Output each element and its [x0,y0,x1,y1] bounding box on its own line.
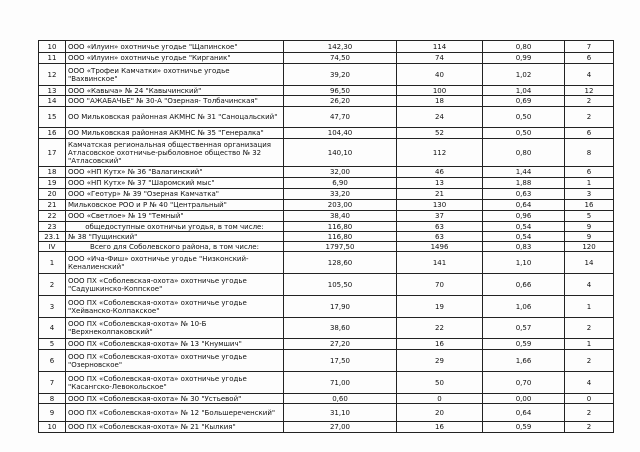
table-row [39,96,614,107]
area-cell: 96,50 [284,86,397,96]
area-cell: 203,00 [284,200,397,211]
quota-cell: 4 [565,372,614,394]
row-number-cell: 15 [39,107,66,128]
table-row [39,86,614,96]
hunting-ground-name-cell: Всего для Соболевского района, в том числе: [66,242,284,252]
row-number-cell: 4 [39,318,66,339]
area-cell: 32,00 [284,167,397,178]
area-cell: 74,50 [284,53,397,64]
row-number-cell: 10 [39,41,66,53]
hunting-ground-name-cell: ООО ПХ «Соболевская-охота» охотничье угодье "Касангско-Левокольское" [66,372,284,394]
hunting-ground-name-cell: Мильковское РОО и Р № 40 "Центральный" [66,200,284,211]
density-cell: 0,70 [483,372,565,394]
quota-cell: 7 [565,41,614,53]
hunting-ground-name-cell: ООО ПХ «Соболевская-охота» № 12 "Большереченский" [66,404,284,422]
density-cell: 0,99 [483,53,565,64]
area-cell: 116,80 [284,232,397,242]
row-number-cell: 11 [39,53,66,64]
density-cell: 0,59 [483,422,565,433]
quota-cell: 12 [565,86,614,96]
area-cell: 1797,50 [284,242,397,252]
table-row [39,53,614,64]
density-cell: 1,44 [483,167,565,178]
table-row [39,422,614,433]
count-cell: 46 [397,167,483,178]
count-cell: 50 [397,372,483,394]
density-cell: 1,06 [483,296,565,318]
row-number-cell: 5 [39,339,66,350]
row-number-cell: 23.1 [39,232,66,242]
area-cell: 105,50 [284,274,397,296]
quota-cell: 9 [565,222,614,232]
density-cell: 1,10 [483,252,565,274]
row-number-cell: 12 [39,64,66,86]
density-cell: 0,64 [483,404,565,422]
count-cell: 70 [397,274,483,296]
row-number-cell: 18 [39,167,66,178]
count-cell: 0 [397,394,483,404]
table-row [39,64,614,86]
quota-cell: 3 [565,189,614,200]
table-row [39,139,614,167]
table-row [39,318,614,339]
hunting-ground-name-cell: ООО "АЖАБАЧЬЕ" № 30-А "Озерная- Толбачинская" [66,96,284,107]
hunting-grounds-table [38,40,614,433]
area-cell: 17,90 [284,296,397,318]
density-cell: 0,57 [483,318,565,339]
hunting-ground-name-cell: ООО «НП Кутх» № 37 "Шаромский мыс" [66,178,284,189]
table-row [39,372,614,394]
area-cell: 47,70 [284,107,397,128]
density-cell: 0,59 [483,339,565,350]
area-cell: 27,20 [284,339,397,350]
row-number-cell: 10 [39,422,66,433]
row-number-cell: 9 [39,404,66,422]
row-number-cell: 21 [39,200,66,211]
area-cell: 116,80 [284,222,397,232]
quota-cell: 5 [565,211,614,222]
row-number-cell: 19 [39,178,66,189]
count-cell: 20 [397,404,483,422]
table-row [39,252,614,274]
table-row [39,296,614,318]
row-number-cell: 23 [39,222,66,232]
quota-cell: 1 [565,178,614,189]
quota-cell: 2 [565,107,614,128]
count-cell: 29 [397,350,483,372]
table-row [39,128,614,139]
row-number-cell: 2 [39,274,66,296]
quota-cell: 120 [565,242,614,252]
area-cell: 71,00 [284,372,397,394]
row-number-cell: 20 [39,189,66,200]
table-row [39,242,614,252]
count-cell: 112 [397,139,483,167]
density-cell: 0,54 [483,222,565,232]
count-cell: 63 [397,232,483,242]
quota-cell: 8 [565,139,614,167]
density-cell: 0,54 [483,232,565,242]
density-cell: 1,02 [483,64,565,86]
hunting-ground-name-cell: Камчатская региональная общественная организация Атласовское охотничье-рыболовное общество № 32 "Атласовский" [66,139,284,167]
row-number-cell: 7 [39,372,66,394]
area-cell: 128,60 [284,252,397,274]
area-cell: 0,60 [284,394,397,404]
density-cell: 0,66 [483,274,565,296]
table-row [39,167,614,178]
hunting-ground-name-cell: ОО Мильковская районная АКМНС № 35 "Генералка" [66,128,284,139]
area-cell: 31,10 [284,404,397,422]
quota-cell: 2 [565,318,614,339]
table-row [39,394,614,404]
hunting-ground-name-cell: ООО «Ича-Фиш» охотничье угодье "Низконский-Кеналиенский" [66,252,284,274]
hunting-ground-name-cell: ООО «Кавыча» № 24 "Кавычинский" [66,86,284,96]
quota-cell: 2 [565,404,614,422]
count-cell: 13 [397,178,483,189]
hunting-ground-name-cell: ООО ПХ «Соболевская-охота» охотничье угодье "Хейванско-Колпакское" [66,296,284,318]
area-cell: 39,20 [284,64,397,86]
area-cell: 140,10 [284,139,397,167]
row-number-cell: 22 [39,211,66,222]
count-cell: 141 [397,252,483,274]
count-cell: 100 [397,86,483,96]
area-cell: 38,40 [284,211,397,222]
density-cell: 0,83 [483,242,565,252]
density-cell: 1,88 [483,178,565,189]
table-row [39,107,614,128]
table-row [39,222,614,232]
hunting-ground-name-cell: ООО ПХ «Соболевская-охота» охотничье угодье "Садушкинско-Коппское" [66,274,284,296]
hunting-ground-name-cell: № 38 "Пущинский" [66,232,284,242]
density-cell: 1,04 [483,86,565,96]
table-row [39,178,614,189]
table-row [39,200,614,211]
quota-cell: 0 [565,394,614,404]
count-cell: 22 [397,318,483,339]
quota-cell: 6 [565,167,614,178]
row-number-cell: 17 [39,139,66,167]
quota-cell: 2 [565,350,614,372]
quota-cell: 4 [565,274,614,296]
table-row [39,232,614,242]
hunting-ground-name-cell: ОО Мильковская районная АКМНС № 31 "Саноцальский" [66,107,284,128]
density-cell: 0,63 [483,189,565,200]
row-number-cell: 8 [39,394,66,404]
quota-cell: 9 [565,232,614,242]
row-number-cell: 3 [39,296,66,318]
quota-cell: 1 [565,339,614,350]
hunting-ground-name-cell: ООО «Геотур» № 39 "Озерная Камчатка" [66,189,284,200]
density-cell: 0,80 [483,41,565,53]
density-cell: 0,50 [483,107,565,128]
density-cell: 1,66 [483,350,565,372]
quota-cell: 2 [565,96,614,107]
count-cell: 1496 [397,242,483,252]
hunting-ground-name-cell: ООО «НП Кутх» № 36 "Валагинский" [66,167,284,178]
table-row [39,350,614,372]
hunting-ground-name-cell: ООО «Илуин» охотничье угодье "Щапинское" [66,41,284,53]
row-number-cell: 1 [39,252,66,274]
table-row [39,211,614,222]
hunting-ground-name-cell: ООО ПХ «Соболевская-охота» № 10-Б "Верхнеколпаковский" [66,318,284,339]
count-cell: 16 [397,339,483,350]
row-number-cell: 13 [39,86,66,96]
area-cell: 38,60 [284,318,397,339]
density-cell: 0,00 [483,394,565,404]
count-cell: 40 [397,64,483,86]
hunting-ground-name-cell: ООО «Светлое» № 19 "Темный" [66,211,284,222]
density-cell: 0,80 [483,139,565,167]
area-cell: 104,40 [284,128,397,139]
hunting-ground-name-cell: ООО «Илуин» охотничье угодье "Кирганик" [66,53,284,64]
count-cell: 21 [397,189,483,200]
table-row [39,404,614,422]
count-cell: 52 [397,128,483,139]
quota-cell: 1 [565,296,614,318]
count-cell: 24 [397,107,483,128]
density-cell: 0,96 [483,211,565,222]
area-cell: 6,90 [284,178,397,189]
area-cell: 33,20 [284,189,397,200]
quota-cell: 16 [565,200,614,211]
quota-cell: 14 [565,252,614,274]
area-cell: 27,00 [284,422,397,433]
count-cell: 37 [397,211,483,222]
area-cell: 26,20 [284,96,397,107]
hunting-ground-name-cell: ООО ПХ «Соболевская-охота» № 21 "Кылкия" [66,422,284,433]
row-number-cell: 16 [39,128,66,139]
density-cell: 0,64 [483,200,565,211]
quota-cell: 6 [565,53,614,64]
table-row [39,274,614,296]
count-cell: 63 [397,222,483,232]
table-row [39,339,614,350]
density-cell: 0,50 [483,128,565,139]
quota-cell: 2 [565,422,614,433]
count-cell: 114 [397,41,483,53]
row-number-cell: IV [39,242,66,252]
table-row [39,189,614,200]
hunting-ground-name-cell: ООО ПХ «Соболевская-охота» охотничье угодье "Озерновское" [66,350,284,372]
hunting-ground-name-cell: общедоступные охотничьи угодья, в том числе: [66,222,284,232]
row-number-cell: 14 [39,96,66,107]
quota-cell: 4 [565,64,614,86]
hunting-ground-name-cell: ООО ПХ «Соболевская-охота» № 13 "Кнумшич" [66,339,284,350]
hunting-ground-name-cell: ООО ПХ «Соболевская-охота» № 30 "Устьевой" [66,394,284,404]
count-cell: 74 [397,53,483,64]
count-cell: 18 [397,96,483,107]
count-cell: 130 [397,200,483,211]
count-cell: 16 [397,422,483,433]
quota-cell: 6 [565,128,614,139]
area-cell: 142,30 [284,41,397,53]
hunting-ground-name-cell: ООО «Трофеи Камчатки» охотничье угодье "Вахвинское" [66,64,284,86]
area-cell: 17,50 [284,350,397,372]
density-cell: 0,69 [483,96,565,107]
table-row [39,41,614,53]
count-cell: 19 [397,296,483,318]
row-number-cell: 6 [39,350,66,372]
